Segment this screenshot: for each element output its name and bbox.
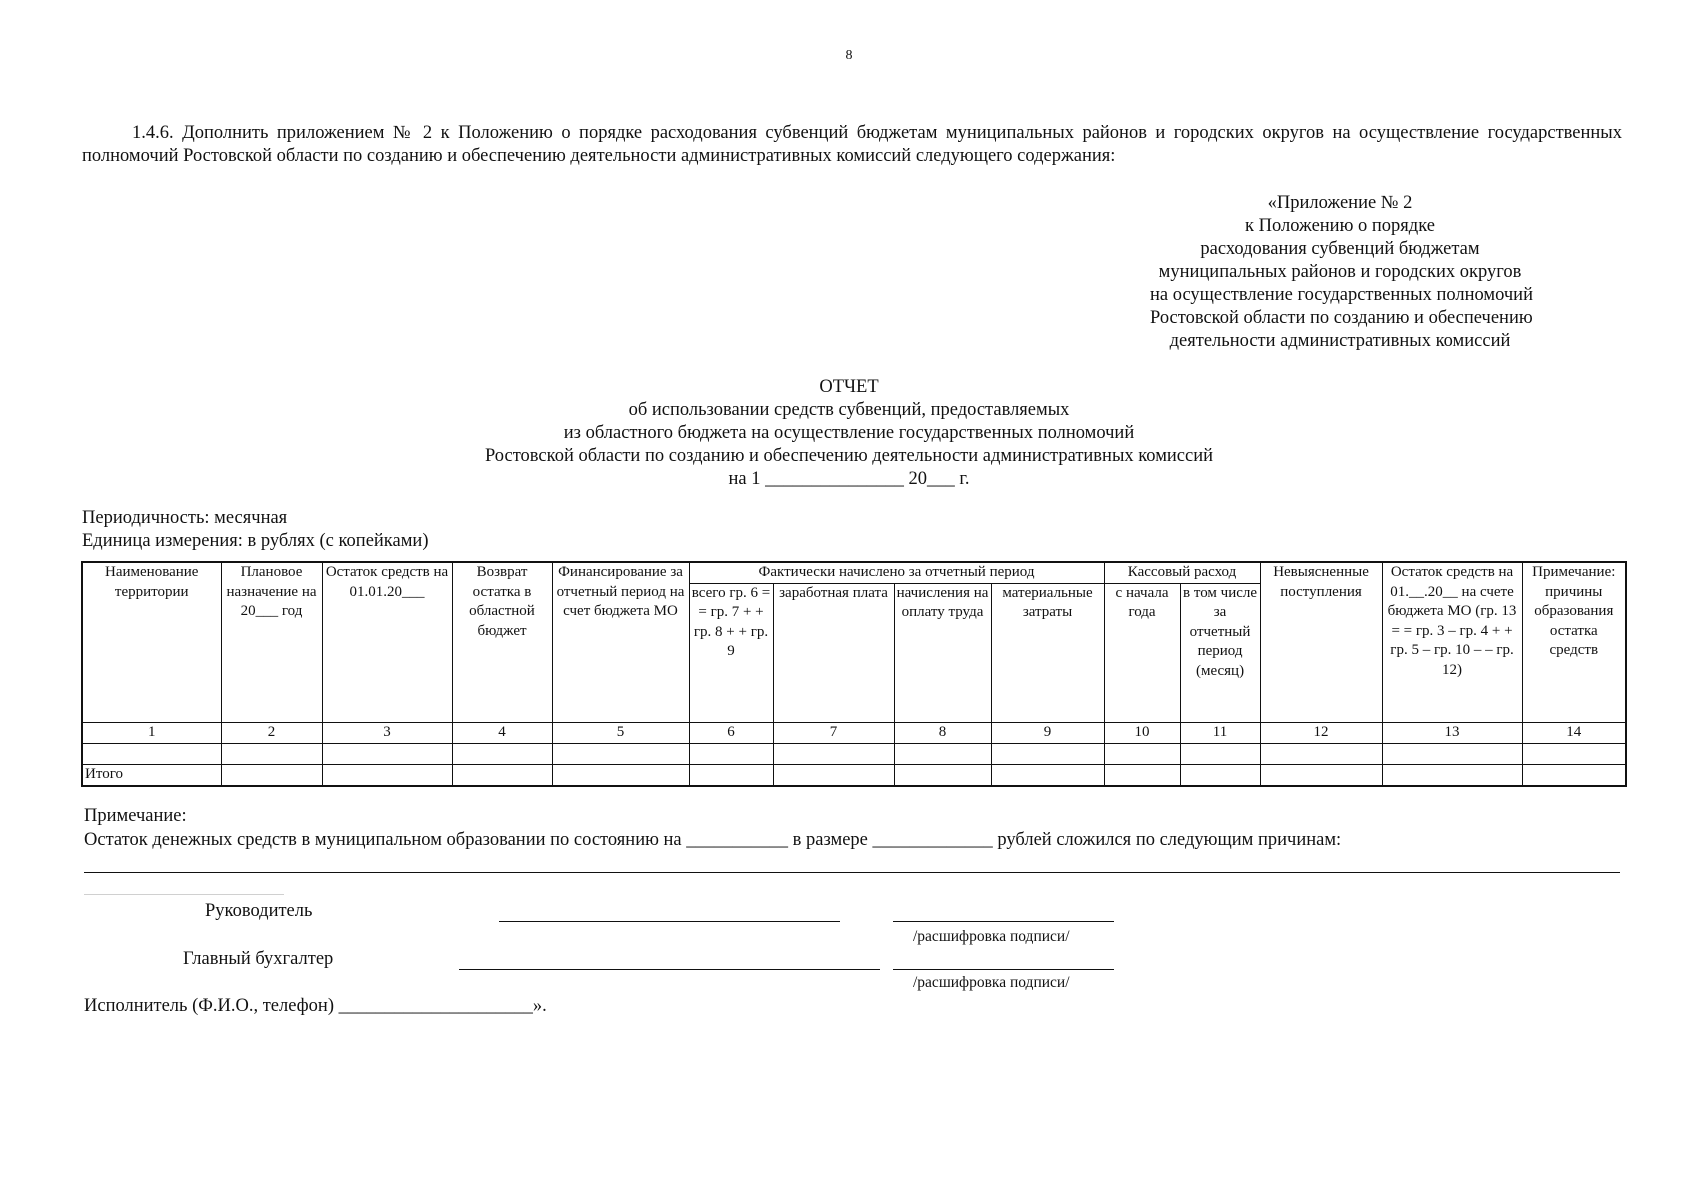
appendix-line: деятельности административных комиссий [1169,331,1511,351]
chief-accountant-decode-caption: /расшифровка подписи/ [913,974,1070,991]
table-cell [1260,743,1382,764]
column-number: 6 [689,722,773,743]
column-number: 10 [1104,722,1180,743]
header-balance-end: Остаток средств на 01.__.20__ на счете бюджета МО (гр. 13 = = гр. 3 – гр. 4 + + гр. 5 – гр. 10 – – гр. 12) [1382,562,1522,722]
head-label: Руководитель [205,901,313,921]
header-return: Возврат остатка в областной бюджет [452,562,552,722]
head-decode-line [893,921,1114,922]
head-decode-caption: /расшифровка подписи/ [913,928,1070,945]
table-cell [1104,743,1180,764]
note-text: Остаток денежных средств в муниципальном образовании по состоянию на ___________ в размере _____________ рублей сложился по следующим причинам: [84,830,1342,850]
total-label: Итого [82,764,221,786]
table-cell [1180,743,1260,764]
header-planned: Плановое назначение на 20___ год [221,562,322,722]
column-number: 7 [773,722,894,743]
appendix-line: Ростовской области по созданию и обеспечению [1150,308,1533,328]
header-salary: заработная плата [773,583,894,722]
header-cash-period: в том числе за отчетный период (месяц) [1180,583,1260,722]
table-cell [1260,764,1382,786]
periodicity: Периодичность: месячная [82,508,288,528]
chief-accountant-decode-line [893,969,1114,970]
column-numbers-row [82,722,1626,743]
table-cell [452,743,552,764]
table-cell [1382,764,1522,786]
header-note: Примечание: причины образования остатка средств [1522,562,1626,722]
column-number: 11 [1180,722,1260,743]
unit-of-measure: Единица измерения: в рублях (с копейками) [82,531,429,551]
column-number: 4 [452,722,552,743]
appendix-header [1150,192,1533,353]
report-date-line: на 1 _______________ 20___ г. [728,469,970,489]
column-number: 12 [1260,722,1382,743]
column-number: 2 [221,722,322,743]
column-number: 9 [991,722,1104,743]
table-cell [1104,764,1180,786]
header-payroll-charges: начисления на оплату труда [894,583,991,722]
chief-accountant-signature-line [459,969,880,970]
page-number: 8 [845,48,853,63]
table-cell [773,764,894,786]
header-group-accrued: Фактически начислено за отчетный период [689,562,1104,583]
header-total: всего гр. 6 = = гр. 7 + + гр. 8 + + гр. 9 [689,583,773,722]
table-cell [552,764,689,786]
appendix-line: к Положению о порядке [1245,216,1435,236]
table-cell [894,764,991,786]
header-row-groups [82,562,1626,583]
table-cell [82,743,221,764]
intro-paragraph: 1.4.6. Дополнить приложением № 2 к Положению о порядке расходования субвенций бюджетам муниципальных районов и городских округов на осуществление государственных полномочий Ростовской области по созданию и обеспечению деятельности административных комиссий следующего содержания: [82,123,1622,166]
appendix-line: муниципальных районов и городских округов [1158,262,1522,282]
table-cell [552,743,689,764]
note-label: Примечание: [84,806,187,826]
chief-accountant-label: Главный бухгалтер [183,949,334,969]
header-cash-year: с начала года [1104,583,1180,722]
separator-line [84,894,284,895]
report-title-line: об использовании средств субвенций, предоставляемых [628,400,1070,420]
header-balance-start: Остаток средств на 01.01.20___ [322,562,452,722]
table-cell [221,743,322,764]
header-unclear: Невыясненные поступления [1260,562,1382,722]
executor-line: Исполнитель (Ф.И.О., телефон) _____________________». [84,996,547,1016]
column-number: 14 [1522,722,1626,743]
table-cell [452,764,552,786]
column-number: 1 [82,722,221,743]
table-row-empty [82,743,1626,764]
table-cell [991,743,1104,764]
column-number: 5 [552,722,689,743]
header-group-cash: Кассовый расход [1104,562,1260,583]
table-cell [1522,764,1626,786]
header-territory: Наименование территории [82,562,221,722]
appendix-line: «Приложение № 2 [1267,193,1413,213]
table-row-total [82,764,1626,786]
report-title [0,376,1698,491]
report-title-line: из областного бюджета на осуществление государственных полномочий [563,423,1135,443]
table-cell [1522,743,1626,764]
appendix-line: на осуществление государственных полномочий [1150,285,1533,305]
table-cell [221,764,322,786]
head-signature-line [499,921,840,922]
report-title-line: ОТЧЕТ [819,377,879,397]
table-cell [322,743,452,764]
report-title-line: Ростовской области по созданию и обеспечению деятельности административных комиссий [484,446,1214,466]
table-cell [894,743,991,764]
table-cell [322,764,452,786]
note-fill-line [84,872,1620,873]
column-number: 13 [1382,722,1522,743]
table-cell [1180,764,1260,786]
report-table [81,561,1627,787]
header-financing: Финансирование за отчетный период на счет бюджета МО [552,562,689,722]
table-cell [689,764,773,786]
table-cell [689,743,773,764]
header-material: материальные затраты [991,583,1104,722]
column-number: 8 [894,722,991,743]
table-cell [991,764,1104,786]
table-cell [1382,743,1522,764]
appendix-line: расходования субвенций бюджетам [1200,239,1480,259]
table-cell [773,743,894,764]
column-number: 3 [322,722,452,743]
